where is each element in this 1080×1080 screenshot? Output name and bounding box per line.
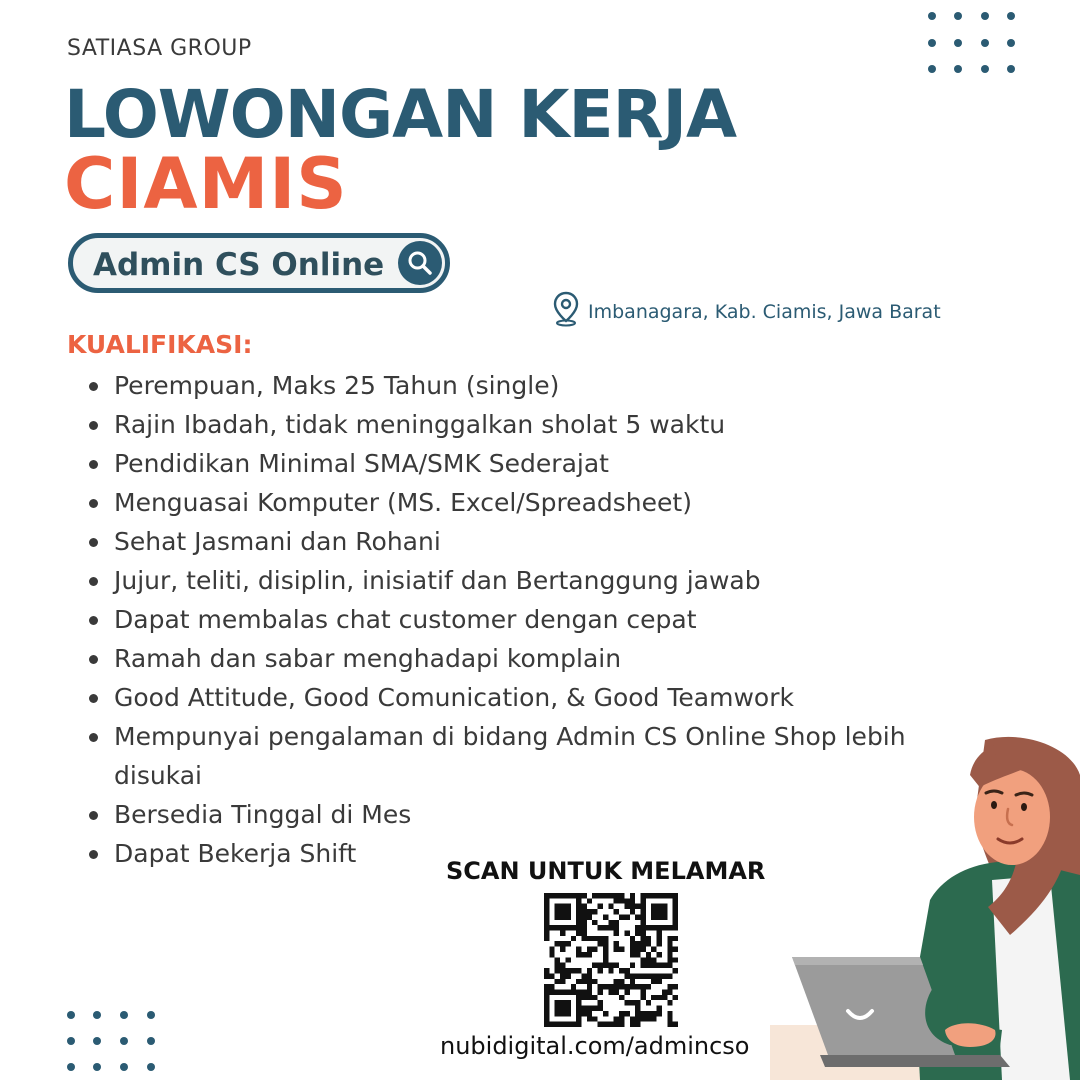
list-item: Rajin Ibadah, tidak meninggalkan sholat 5 waktu (84, 405, 944, 444)
list-item: Dapat Bekerja Shift (84, 834, 944, 873)
apply-url[interactable]: nubidigital.com/admincso (440, 1032, 750, 1060)
dot-pattern-top-right (924, 8, 1024, 78)
position-search-pill[interactable] (68, 233, 450, 293)
location-text: Imbanagara, Kab. Ciamis, Jawa Barat (588, 300, 941, 323)
list-item: Sehat Jasmani dan Rohani (84, 522, 944, 561)
city-title: CIAMIS (64, 143, 348, 225)
map-pin-icon (552, 291, 580, 332)
list-item: Pendidikan Minimal SMA/SMK Sederajat (84, 444, 944, 483)
qualifications-title: KUALIFIKASI: (67, 330, 253, 359)
search-icon[interactable] (398, 241, 442, 285)
position-label: Admin CS Online (93, 247, 385, 283)
list-item: Mempunyai pengalaman di bidang Admin CS Online Shop lebih disukai (84, 717, 934, 795)
headline: LOWONGAN KERJA (64, 76, 737, 153)
location (552, 291, 941, 332)
list-item: Jujur, teliti, disiplin, inisiatif dan Bertanggung jawab (84, 561, 944, 600)
qr-code[interactable] (544, 893, 678, 1027)
list-item: Good Attitude, Good Comunication, & Good Teamwork (84, 678, 944, 717)
scan-title: SCAN UNTUK MELAMAR (446, 857, 766, 885)
dot-pattern-bottom-left (62, 1006, 162, 1076)
company-name: SATIASA GROUP (67, 36, 252, 61)
list-item: Bersedia Tinggal di Mes (84, 795, 944, 834)
list-item: Menguasai Komputer (MS. Excel/Spreadsheet) (84, 483, 944, 522)
list-item: Perempuan, Maks 25 Tahun (single) (84, 366, 944, 405)
woman-laptop-illustration (770, 735, 1080, 1080)
list-item: Dapat membalas chat customer dengan cepat (84, 600, 944, 639)
list-item: Ramah dan sabar menghadapi komplain (84, 639, 944, 678)
